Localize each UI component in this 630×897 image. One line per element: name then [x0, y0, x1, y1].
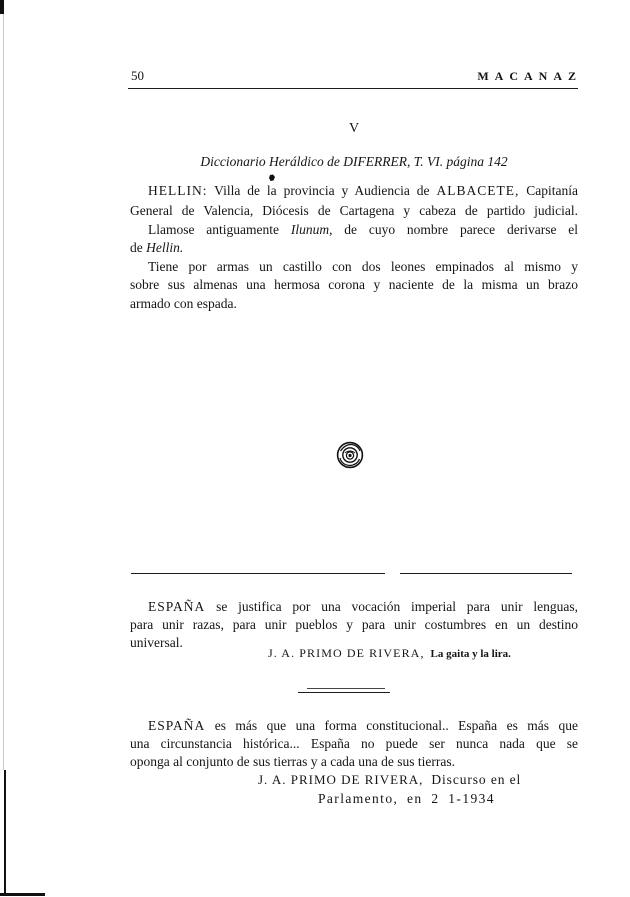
paragraph-line	[148, 221, 578, 239]
text-segment: sobre sus almenas una hermosa corona y naciente de la misma un brazo	[130, 277, 578, 292]
header-rule	[128, 88, 578, 89]
text-segment: Tiene por armas un castillo con dos leones empinados al mismo y	[148, 259, 578, 274]
text-segment: Capitanía	[519, 183, 578, 198]
scan-edge-mark-bottom-horizontal	[0, 893, 45, 896]
attribution-work: Discurso en el	[431, 772, 522, 787]
text-segment: armado con espada.	[130, 296, 237, 311]
text-segment: Villa de la provincia y Audiencia de	[207, 183, 437, 198]
quote-attribution-line-2: Parlamento, en 2 1-1934	[318, 791, 495, 806]
quote-attribution	[268, 644, 568, 662]
text-segment: universal.	[130, 635, 183, 650]
text-segment: es más que una forma constitucional.. España es más que	[205, 718, 578, 733]
scan-edge-mark-top	[0, 0, 4, 14]
quote-attribution	[258, 771, 578, 789]
separator-line-left	[131, 573, 385, 574]
text-segment: se justifica por una vocación imperial para unir lenguas,	[205, 599, 578, 614]
latin-name: Ilunum	[290, 222, 330, 237]
paragraph-line	[130, 295, 578, 313]
quote-line	[130, 616, 578, 634]
text-segment: General de Valencia, Diócesis de Cartagena y cabeza de partido judicial.	[130, 203, 578, 218]
place-name: HELLIN:	[148, 183, 208, 198]
text-segment: Llamose antiguamente	[148, 222, 291, 237]
attribution-author: J. A. PRIMO DE RIVERA,	[268, 646, 425, 660]
running-title: MACANAZ	[477, 69, 582, 83]
quote-line	[148, 598, 578, 616]
paragraph-line	[148, 182, 578, 200]
text-segment: una circunstancia histórica... España no puede ser nunca nada que se	[130, 736, 578, 751]
attribution-work: La gaita y la lira.	[430, 648, 511, 660]
paragraph-line	[130, 202, 578, 220]
small-separator-top	[307, 688, 385, 689]
quote-line	[130, 753, 578, 771]
scan-edge-mark-bottom-vertical	[4, 770, 6, 895]
paragraph-line	[130, 276, 578, 294]
quote-keyword: ESPAÑA	[148, 718, 206, 733]
page-number: 50	[131, 68, 144, 83]
text-segment: oponga al conjunto de sus tierras y a cada una de sus tierras.	[130, 754, 456, 769]
text-segment: de	[130, 240, 147, 255]
quote-line	[148, 717, 578, 735]
paragraph-line	[148, 258, 578, 276]
scan-edge-shadow	[3, 14, 4, 770]
ink-blot-mark	[268, 174, 276, 182]
rosette-ornament-icon	[336, 441, 364, 469]
text-segment: para unir razas, para unir pueblos y para unir costumbres en un destino	[130, 617, 578, 632]
text-segment: , de cuyo nombre parece derivarse el	[329, 222, 578, 237]
section-numeral: V	[348, 121, 360, 136]
separator-line-right	[400, 573, 572, 574]
quote-line	[130, 735, 578, 753]
attribution-author: J. A. PRIMO DE RIVERA,	[258, 772, 424, 787]
derived-name: Hellin.	[146, 240, 184, 255]
province-name: ALBACETE,	[436, 183, 520, 198]
section-source: Diccionario Heráldico de DIFERRER, T. VI. página 142	[200, 154, 508, 169]
small-separator-bottom	[298, 692, 390, 693]
paragraph-line	[130, 239, 578, 257]
quote-keyword: ESPAÑA	[148, 599, 206, 614]
